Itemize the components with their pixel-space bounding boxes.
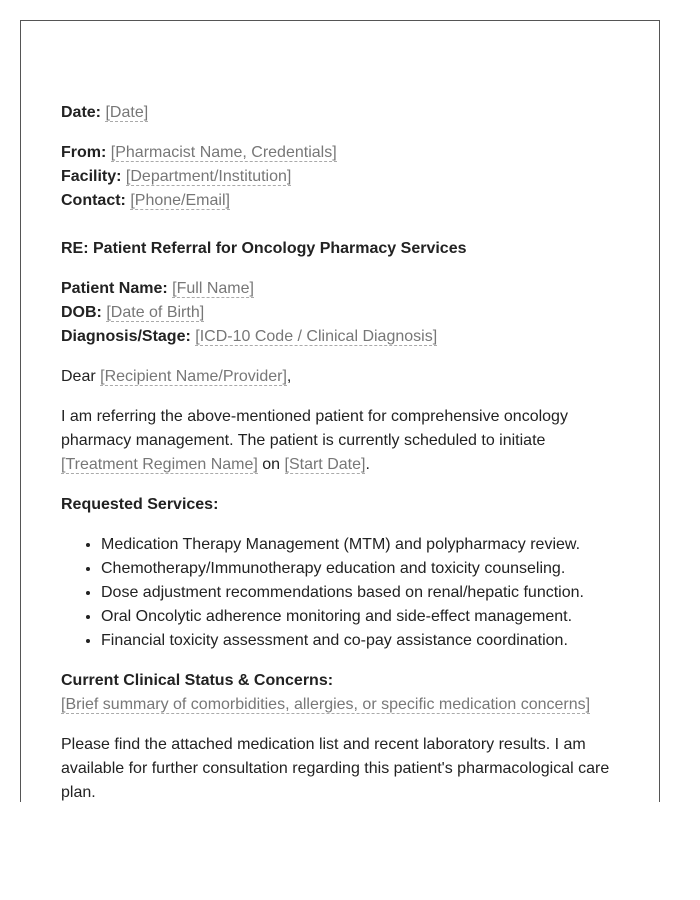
facility-label: Facility:: [61, 168, 122, 185]
intro-text-2: on: [262, 456, 281, 473]
diagnosis-line: [61, 325, 621, 349]
service-item: • Medication Therapy Management (MTM) and polypharmacy review.: [101, 533, 621, 557]
status-block: [61, 669, 621, 717]
dob-label: DOB:: [61, 304, 102, 321]
subject-line: RE: Patient Referral for Oncology Pharmacy Services: [61, 240, 467, 257]
date-line: [61, 101, 621, 125]
intro-text-3: .: [365, 456, 370, 473]
intro-text-1: I am referring the above-mentioned patient for comprehensive oncology pharmacy management. The patient is currently scheduled to initiate: [61, 408, 568, 449]
letter-content: [61, 101, 621, 802]
patient-name-placeholder: [Full Name]: [172, 280, 254, 297]
patient-block: [61, 277, 621, 349]
from-placeholder: [Pharmacist Name, Credentials]: [110, 144, 337, 161]
diagnosis-placeholder: [ICD-10 Code / Clinical Diagnosis]: [195, 328, 438, 345]
from-label: From:: [61, 144, 107, 161]
sender-block: [61, 141, 621, 213]
service-item: • Chemotherapy/Immunotherapy education and toxicity counseling.: [101, 557, 621, 581]
facility-line: [61, 165, 621, 189]
salutation-suffix: ,: [286, 368, 292, 385]
service-item: • Dose adjustment recommendations based on renal/hepatic function.: [101, 581, 621, 605]
services-heading: Requested Services:: [61, 496, 219, 513]
service-item: • Oral Oncolytic adherence monitoring and side-effect management.: [101, 605, 621, 629]
contact-line: [61, 189, 621, 213]
closing-paragraph: Please find the attached medication list and recent laboratory results. I am available for further consultation regarding this patient's pharmacological care plan.: [61, 736, 610, 801]
contact-label: Contact:: [61, 192, 126, 209]
regimen-placeholder: [Treatment Regimen Name]: [61, 456, 258, 473]
status-summary-line: [61, 693, 621, 717]
diagnosis-label: Diagnosis/Stage:: [61, 328, 191, 345]
start-date-placeholder: [Start Date]: [284, 456, 366, 473]
dob-line: [61, 301, 621, 325]
services-list: [61, 533, 621, 653]
salutation-prefix: Dear: [61, 368, 96, 385]
patient-name-label: Patient Name:: [61, 280, 168, 297]
contact-placeholder: [Phone/Email]: [130, 192, 230, 209]
patient-name-line: [61, 277, 621, 301]
dob-placeholder: [Date of Birth]: [106, 304, 205, 321]
salutation: [61, 365, 621, 389]
letter-page: [20, 20, 660, 802]
date-label: Date:: [61, 104, 102, 121]
intro-paragraph: [61, 405, 621, 477]
status-summary-placeholder: [Brief summary of comorbidities, allergies, or specific medication concerns]: [61, 696, 591, 713]
date-placeholder: [Date]: [105, 104, 149, 121]
service-item: • Financial toxicity assessment and co-pay assistance coordination.: [101, 629, 621, 653]
status-heading: Current Clinical Status & Concerns:: [61, 672, 334, 689]
recipient-placeholder: [Recipient Name/Provider]: [100, 368, 287, 385]
facility-placeholder: [Department/Institution]: [125, 168, 292, 185]
from-line: [61, 141, 621, 165]
